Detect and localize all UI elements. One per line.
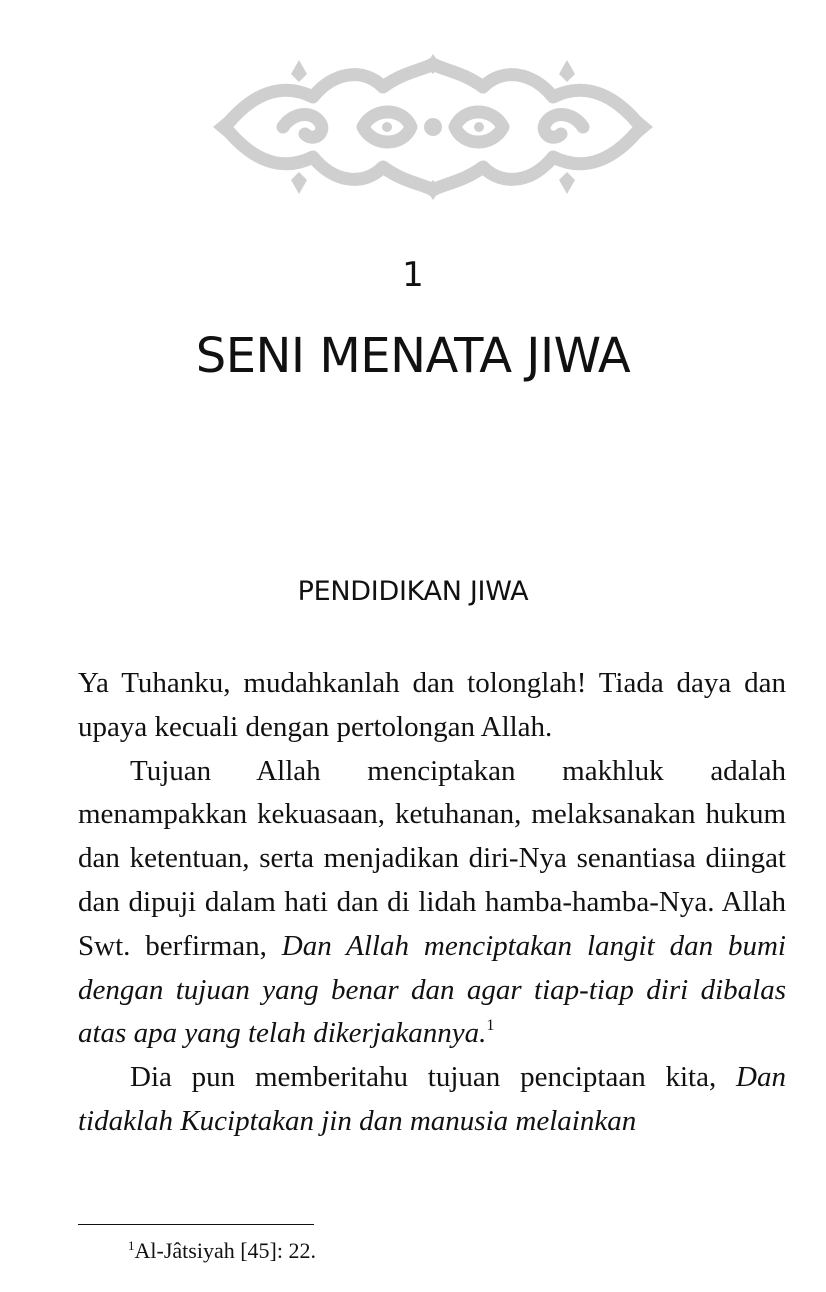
body-text	[78, 662, 786, 1144]
footnote-text: Al-Jâtsiyah [45]: 22.	[134, 1238, 316, 1263]
paragraph-text: Ya Tuhanku, mudahkanlah dan tolonglah! Tiada daya dan upaya kecuali dengan pertolongan Allah.	[78, 667, 786, 743]
paragraph	[78, 750, 786, 1057]
paragraph	[78, 1056, 786, 1144]
footnote-divider	[78, 1224, 314, 1225]
footnote-marker: 1	[128, 1238, 135, 1253]
chapter-title: SENI MENATA JIWA	[195, 328, 631, 384]
footnote-reference: 1	[486, 1017, 495, 1035]
chapter-number: 1	[402, 255, 424, 295]
paragraph-text: Tujuan Allah menciptakan makhluk adalah menampakkan kekuasaan, ketuhanan, melaksanakan hukum dan ketentuan, serta menjadikan diri-Nya senantiasa diingat dan dipuji dalam hati dan di lidah hamba-hamba-Nya. Allah Swt. berfirman,	[78, 754, 786, 962]
arabesque-ornament-icon	[213, 52, 653, 202]
section-heading: PENDIDIKAN JIWA	[297, 576, 529, 607]
paragraph-text: Dia pun memberitahu tujuan penciptaan kita,	[130, 1061, 737, 1094]
paragraph	[78, 662, 786, 750]
quran-quote: Dan tidaklah Kuciptakan jin dan manusia melainkan	[78, 1061, 786, 1137]
footnote	[128, 1236, 316, 1266]
quran-quote: Dan Allah menciptakan langit dan bumi dengan tujuan yang benar dan agar tiap-tiap diri dibalas atas apa yang telah dikerjakannya.	[78, 929, 786, 1050]
